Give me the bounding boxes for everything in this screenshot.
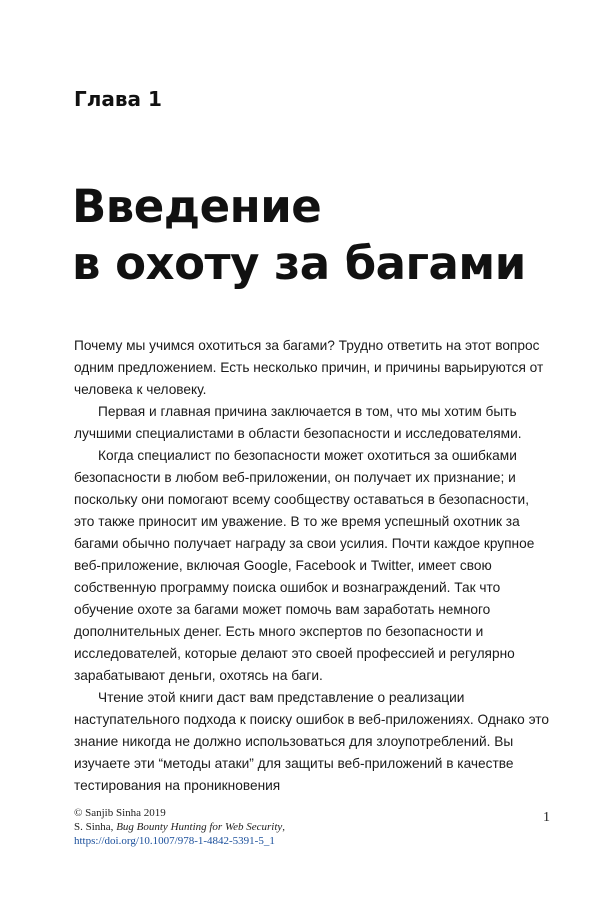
footnote-citation — [74, 806, 554, 848]
doi-link[interactable]: https://doi.org/10.1007/978-1-4842-5391-5_1 — [74, 835, 275, 847]
body-text — [74, 335, 549, 797]
paragraph: Первая и главная причина заключается в том, что мы хотим быть лучшими специалистами в области безопасности и исследователями. — [74, 404, 522, 441]
citation-line — [74, 820, 554, 834]
citation-book-title: Bug Bounty Hunting for Web Security — [116, 821, 283, 833]
chapter-title-line-2: в охоту за багами — [72, 237, 526, 290]
paragraph: Когда специалист по безопасности может охотиться за ошибками безопасности в любом веб-приложении, он получает их признание; и поскольку они помогают всему сообществу оставаться в безопасности, это также приносит им уважение. В то же время успешный охотник за багами обычно получает награду за свои усилия. Почти каждое крупное веб-приложение, включая Google, Facebook и Twitter, имеет свою собственную программу поиска ошибок и вознаграждений. Так что обучение охоте за багами может помочь вам заработать немного дополнительных денег. Есть много экспертов по безопасности и исследователей, которые делают это своей профессией и регулярно зарабатывают деньги, охотясь на баги. — [74, 448, 535, 683]
citation-suffix: , — [282, 821, 286, 833]
chapter-label: Глава 1 — [74, 87, 162, 111]
page-number: 1 — [543, 810, 550, 825]
citation-prefix: S. Sinha, — [74, 821, 117, 833]
copyright-line: © Sanjib Sinha 2019 — [74, 807, 166, 819]
paragraph: Почему мы учимся охотиться за багами? Трудно ответить на этот вопрос одним предложением. Есть несколько причин, и причины варьируются от человека к человеку. — [74, 338, 544, 397]
chapter-title-line-1: Введение — [72, 180, 322, 233]
chapter-title — [72, 178, 572, 292]
paragraph: Чтение этой книги даст вам представление о реализации наступательного подхода к поиску ошибок в веб-приложениях. Однако это знание никогда не должно использоваться для злоупотреблений. Вы изучаете эти “методы атаки” для защиты веб-приложений в качестве тестирования на проникновения — [74, 690, 549, 793]
